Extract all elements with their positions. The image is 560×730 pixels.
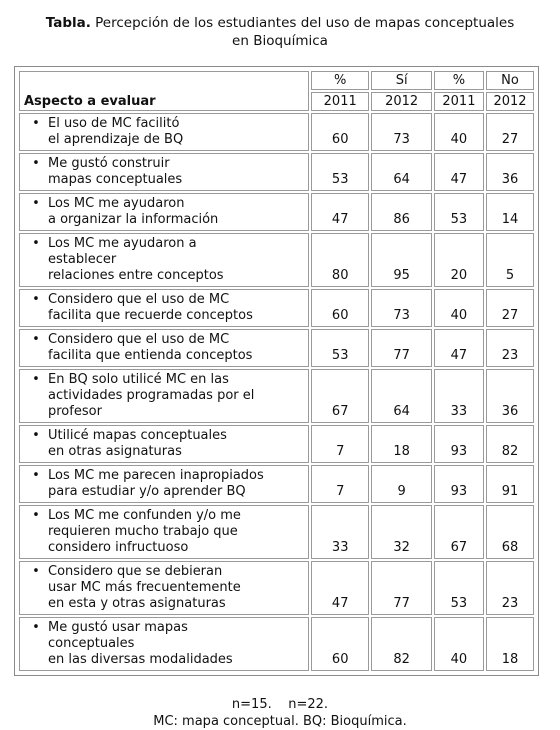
value-cell: 82 [486, 425, 534, 463]
table-caption [0, 14, 560, 50]
aspect-text: Los MC me ayudaron a organizar la información [48, 196, 219, 227]
table-row [19, 233, 534, 287]
aspect-cell [19, 425, 309, 463]
perception-table-frame [14, 66, 539, 676]
aspect-text: Los MC me ayudaron a establecer relaciones entre conceptos [48, 236, 224, 283]
aspect-cell [19, 153, 309, 191]
value-cell: 9 [371, 465, 432, 503]
value-cell: 47 [434, 329, 484, 367]
aspect-text: Considero que el uso de MC facilita que entienda conceptos [48, 332, 253, 363]
aspect-cell [19, 561, 309, 615]
bullet-icon: • [32, 292, 40, 307]
aspect-cell [19, 329, 309, 367]
table-footnotes [0, 696, 560, 730]
value-cell: 67 [311, 369, 369, 423]
header-row-top [19, 71, 534, 90]
table-row [19, 465, 534, 503]
value-cell: 53 [434, 193, 484, 231]
value-cell: 60 [311, 289, 369, 327]
table-row [19, 193, 534, 231]
col-header-pct-2011-si: % [311, 71, 369, 90]
value-cell: 60 [311, 113, 369, 151]
year-header: 2011 [434, 92, 484, 111]
aspect-text: El uso de MC facilitó el aprendizaje de BQ [48, 116, 184, 147]
value-cell: 80 [311, 233, 369, 287]
value-cell: 67 [434, 505, 484, 559]
value-cell: 20 [434, 233, 484, 287]
year-header: 2012 [371, 92, 432, 111]
col-header-pct-2011-no: % [434, 71, 484, 90]
aspect-cell [19, 113, 309, 151]
footnote-abbreviations: MC: mapa conceptual. BQ: Bioquímica. [153, 714, 407, 729]
bullet-icon: • [32, 332, 40, 347]
table-row [19, 153, 534, 191]
value-cell: 36 [486, 153, 534, 191]
value-cell: 23 [486, 561, 534, 615]
table-row [19, 369, 534, 423]
bullet-icon: • [32, 156, 40, 171]
value-cell: 47 [311, 193, 369, 231]
col-header-si: Sí [371, 71, 432, 90]
value-cell: 64 [371, 369, 432, 423]
value-cell: 40 [434, 617, 484, 671]
value-cell: 7 [311, 465, 369, 503]
aspect-cell [19, 369, 309, 423]
value-cell: 73 [371, 289, 432, 327]
aspect-cell [19, 465, 309, 503]
value-cell: 40 [434, 113, 484, 151]
aspect-text: Considero que se debieran usar MC más frecuentemente en esta y otras asignaturas [48, 564, 241, 611]
table-row [19, 289, 534, 327]
value-cell: 93 [434, 465, 484, 503]
value-cell: 33 [434, 369, 484, 423]
aspect-text: Me gustó usar mapas conceptuales en las diversas modalidades [48, 620, 233, 667]
value-cell: 77 [371, 561, 432, 615]
footnote-sample-size: n=15. n=22. [231, 697, 329, 712]
table-row [19, 425, 534, 463]
value-cell: 32 [371, 505, 432, 559]
bullet-icon: • [32, 236, 40, 251]
caption-title-line1: Percepción de los estudiantes del uso de mapas conceptuales [95, 15, 515, 31]
value-cell: 23 [486, 329, 534, 367]
bullet-icon: • [32, 508, 40, 523]
value-cell: 14 [486, 193, 534, 231]
col-header-no: No [486, 71, 534, 90]
value-cell: 77 [371, 329, 432, 367]
year-header: 2012 [486, 92, 534, 111]
aspect-text: Me gustó construir mapas conceptuales [48, 156, 183, 187]
bullet-icon: • [32, 620, 40, 635]
table-row [19, 113, 534, 151]
value-cell: 7 [311, 425, 369, 463]
aspect-text: Utilicé mapas conceptuales en otras asignaturas [48, 428, 227, 459]
value-cell: 68 [486, 505, 534, 559]
value-cell: 40 [434, 289, 484, 327]
perception-table [17, 69, 536, 673]
aspect-text: Los MC me confunden y/o me requieren mucho trabajo que considero infructuoso [48, 508, 241, 555]
aspect-cell [19, 505, 309, 559]
value-cell: 47 [434, 153, 484, 191]
bullet-icon: • [32, 564, 40, 579]
aspect-cell [19, 193, 309, 231]
value-cell: 60 [311, 617, 369, 671]
value-cell: 36 [486, 369, 534, 423]
value-cell: 5 [486, 233, 534, 287]
bullet-icon: • [32, 116, 40, 131]
value-cell: 18 [371, 425, 432, 463]
aspect-text: Los MC me parecen inapropiados para estudiar y/o aprender BQ [48, 468, 264, 499]
table-row [19, 561, 534, 615]
aspect-cell [19, 233, 309, 287]
aspect-header: Aspecto a evaluar [19, 71, 309, 111]
value-cell: 53 [311, 153, 369, 191]
value-cell: 82 [371, 617, 432, 671]
bullet-icon: • [32, 372, 40, 387]
value-cell: 53 [311, 329, 369, 367]
bullet-icon: • [32, 428, 40, 443]
aspect-text: Considero que el uso de MC facilita que recuerde conceptos [48, 292, 253, 323]
value-cell: 33 [311, 505, 369, 559]
value-cell: 47 [311, 561, 369, 615]
year-header: 2011 [311, 92, 369, 111]
aspect-text: En BQ solo utilicé MC en las actividades programadas por el profesor [48, 372, 255, 419]
value-cell: 27 [486, 289, 534, 327]
table-row [19, 329, 534, 367]
value-cell: 64 [371, 153, 432, 191]
value-cell: 18 [486, 617, 534, 671]
value-cell: 86 [371, 193, 432, 231]
value-cell: 73 [371, 113, 432, 151]
value-cell: 93 [434, 425, 484, 463]
aspect-cell [19, 617, 309, 671]
aspect-cell [19, 289, 309, 327]
value-cell: 91 [486, 465, 534, 503]
value-cell: 95 [371, 233, 432, 287]
caption-title-line2: en Bioquímica [232, 33, 328, 49]
value-cell: 27 [486, 113, 534, 151]
caption-prefix: Tabla. [45, 15, 91, 31]
bullet-icon: • [32, 196, 40, 211]
table-row [19, 617, 534, 671]
value-cell: 53 [434, 561, 484, 615]
bullet-icon: • [32, 468, 40, 483]
table-row [19, 505, 534, 559]
